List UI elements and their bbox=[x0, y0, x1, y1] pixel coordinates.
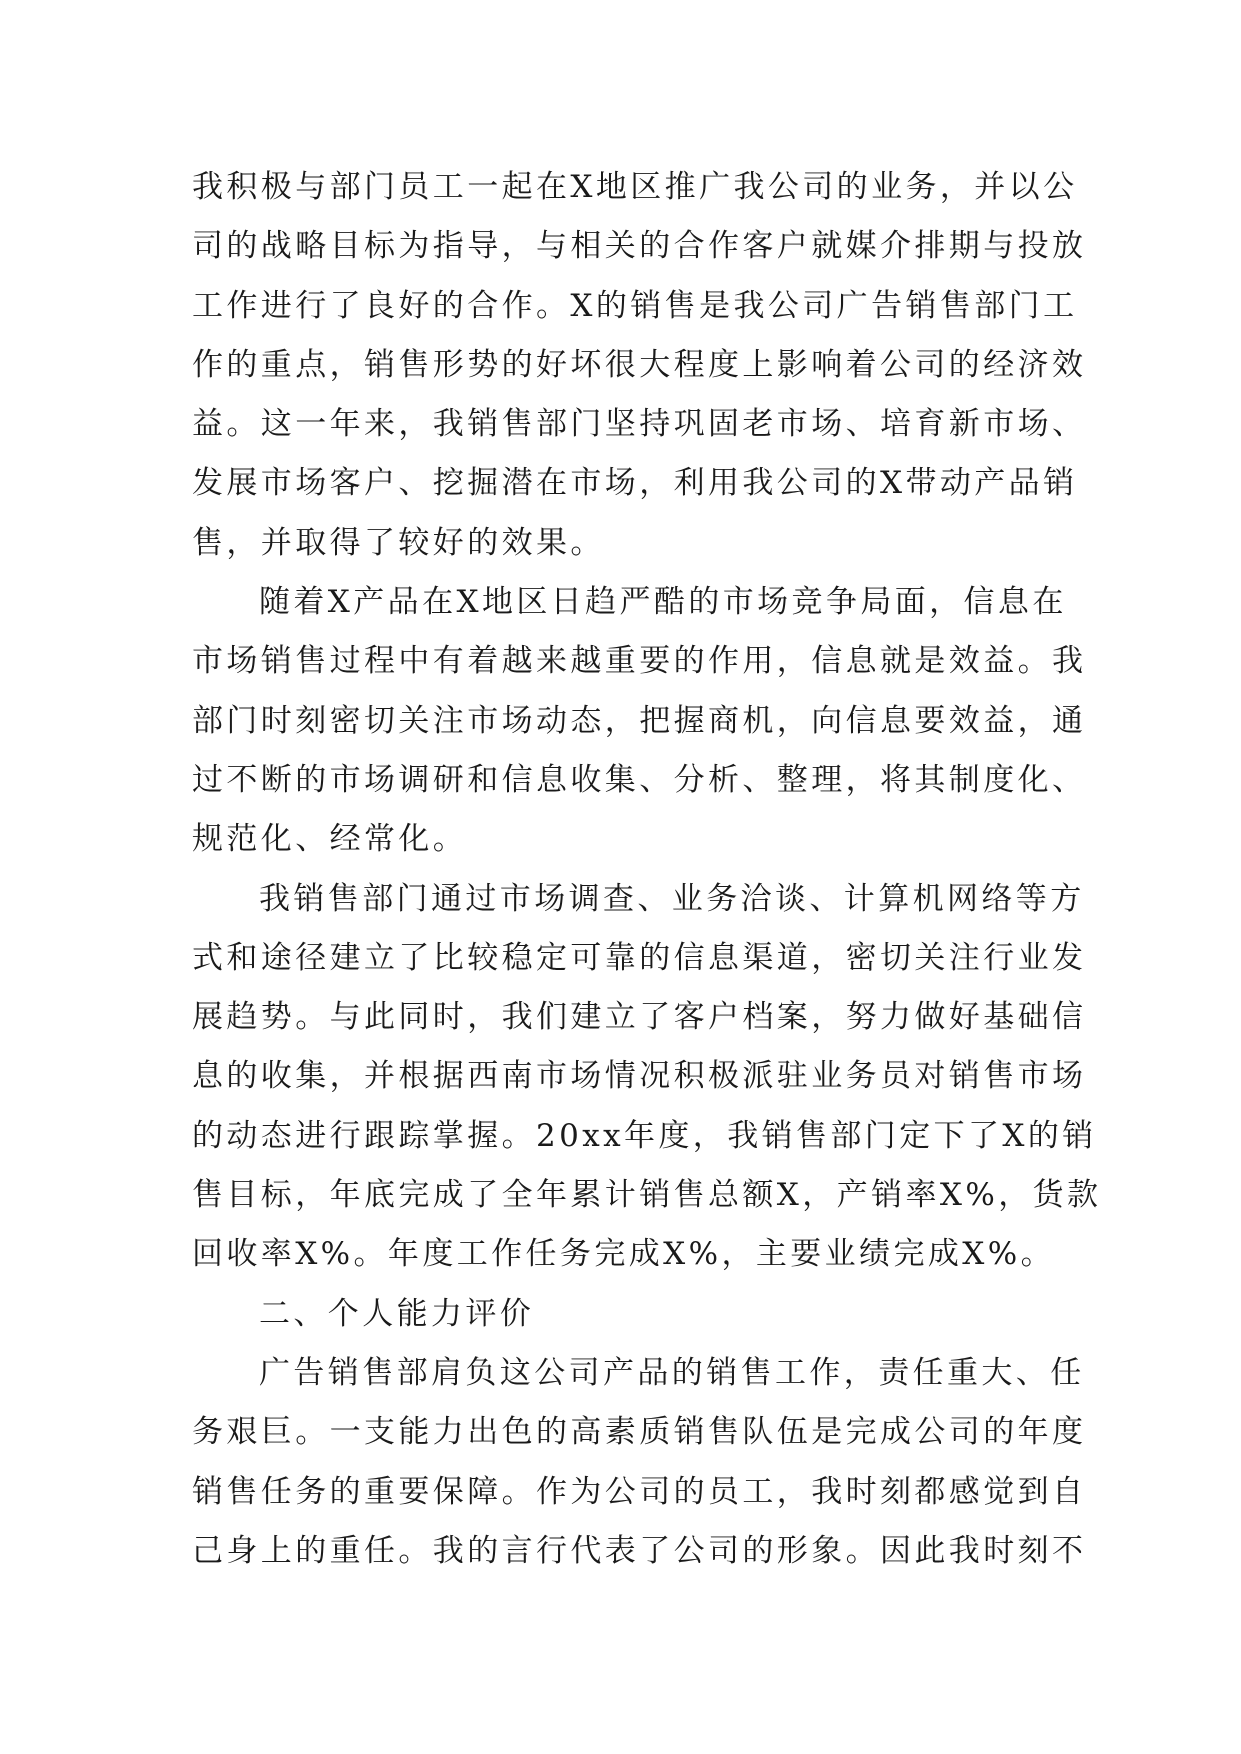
text-line: 销售任务的重要保障。作为公司的员工，我时刻都感觉到自 bbox=[192, 1473, 1087, 1510]
paragraph-start-line: 随着X产品在X地区日趋严酷的市场竞争局面，信息在 bbox=[259, 584, 1067, 621]
body-text bbox=[192, 158, 1102, 1581]
text-line: 售，并取得了较好的效果。 bbox=[192, 524, 605, 561]
text-line: 市场销售过程中有着越来越重要的作用，信息就是效益。我 bbox=[192, 643, 1087, 680]
text-line: 发展市场客户、挖掘潜在市场，利用我公司的X带动产品销 bbox=[192, 465, 1078, 502]
text-line: 工作进行了良好的合作。X的销售是我公司广告销售部门工 bbox=[192, 287, 1078, 324]
text-line: 务艰巨。一支能力出色的高素质销售队伍是完成公司的年度 bbox=[192, 1414, 1087, 1451]
text-line: 部门时刻密切关注市场动态，把握商机，向信息要效益，通 bbox=[192, 702, 1087, 739]
text-line: 规范化、经常化。 bbox=[192, 821, 468, 858]
text-line: 的动态进行跟踪掌握。20xx年度，我销售部门定下了X的销 bbox=[192, 1117, 1097, 1154]
text-line: 式和途径建立了比较稳定可靠的信息渠道，密切关注行业发 bbox=[192, 939, 1087, 976]
text-line: 己身上的重任。我的言行代表了公司的形象。因此我时刻不 bbox=[192, 1532, 1087, 1569]
text-line: 展趋势。与此同时，我们建立了客户档案，努力做好基础信 bbox=[192, 999, 1087, 1036]
text-line: 息的收集，并根据西南市场情况积极派驻业务员对销售市场 bbox=[192, 1058, 1087, 1095]
section-heading: 二、个人能力评价 bbox=[259, 1295, 535, 1332]
text-line: 益。这一年来，我销售部门坚持巩固老市场、培育新市场、 bbox=[192, 406, 1087, 443]
text-line: 我积极与部门员工一起在X地区推广我公司的业务，并以公 bbox=[192, 169, 1078, 205]
text-line: 司的战略目标为指导，与相关的合作客户就媒介排期与投放 bbox=[192, 228, 1087, 265]
paragraph-start-line: 我销售部门通过市场调查、业务洽谈、计算机网络等方 bbox=[259, 880, 1085, 917]
text-line: 过不断的市场调研和信息收集、分析、整理，将其制度化、 bbox=[192, 761, 1087, 798]
text-line: 作的重点，销售形势的好坏很大程度上影响着公司的经济效 bbox=[192, 346, 1087, 383]
paragraph-start-line: 广告销售部肩负这公司产品的销售工作，责任重大、任 bbox=[259, 1354, 1085, 1391]
text-line: 回收率X%。年度工作任务完成X%，主要业绩完成X%。 bbox=[192, 1236, 1055, 1273]
text-line: 售目标，年底完成了全年累计销售总额X，产销率X%，货款 bbox=[192, 1177, 1102, 1214]
